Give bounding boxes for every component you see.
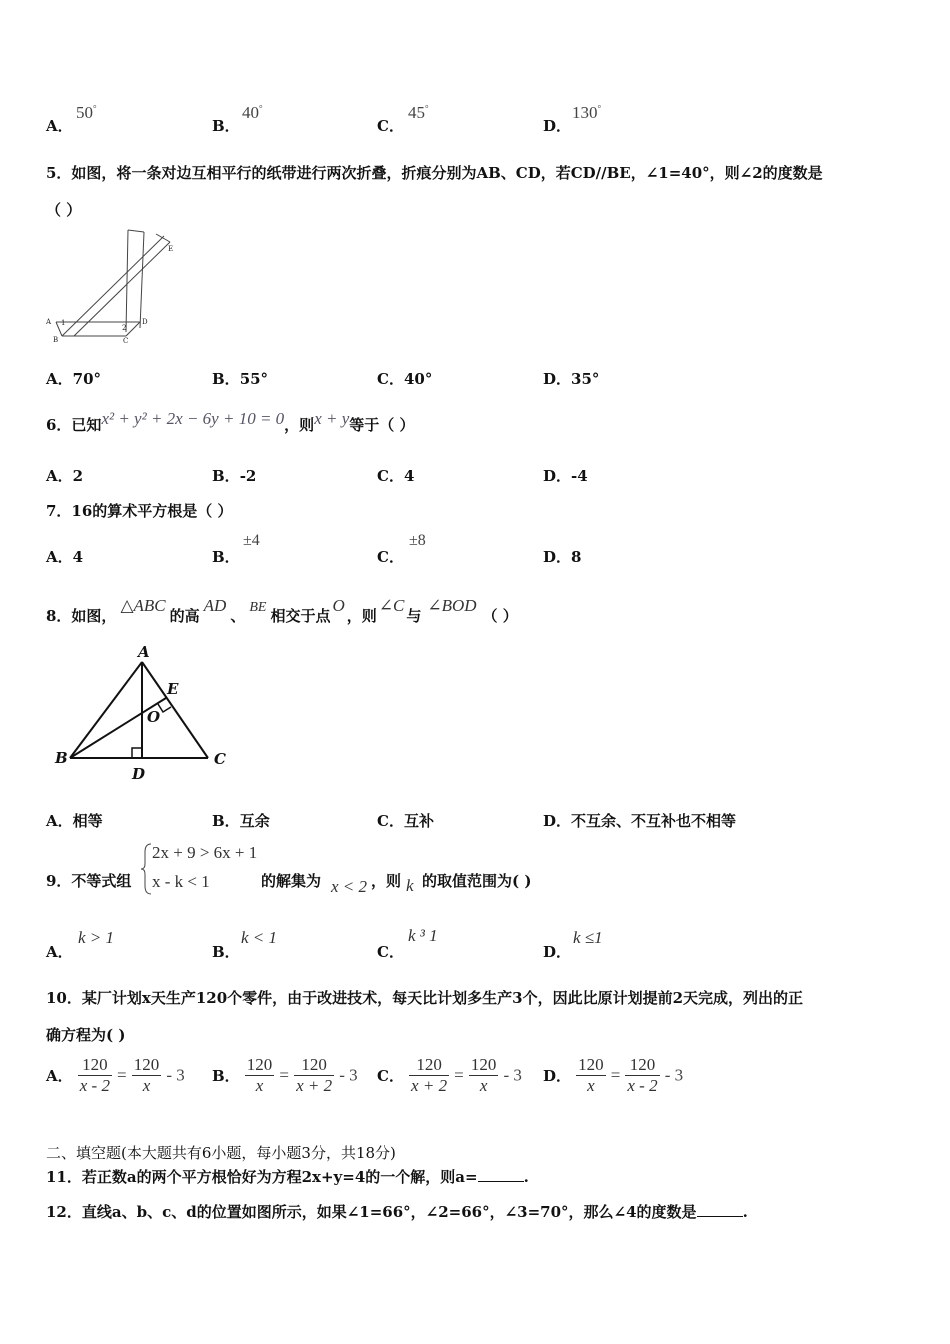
q9-suffix: 的取值范围为( )	[422, 872, 532, 890]
q5-label-d: D	[142, 318, 148, 326]
q9-option-d-letter: D．	[543, 943, 572, 961]
q5-strip-top	[128, 230, 144, 232]
q8-label-o: O	[147, 708, 161, 726]
q6-option-b: B．-2	[212, 467, 257, 485]
q10-option-c: C． $\frac{120}{x + 2}$ = $\frac{120}{x}$ - 3	[377, 1055, 522, 1095]
q5-label-b: B	[53, 336, 59, 344]
q10-stem-line2: 确方程为( )	[46, 1026, 126, 1044]
q9-system-line1: 2x + 9 > 6x + 1	[152, 843, 258, 862]
q9-prefix: 9．不等式组	[46, 872, 132, 890]
q12-answer-blank	[697, 1204, 743, 1217]
q6-option-c: C．4	[377, 467, 415, 485]
q4-option-d-value: 130°	[572, 103, 602, 122]
q5-strip-top-2	[156, 234, 170, 242]
q8-side-ab	[70, 662, 142, 758]
q9-mid-text: 的解集为	[261, 872, 322, 890]
q8-angle-bod: ∠BOD	[427, 596, 477, 615]
q9-option-a-value: k > 1	[78, 928, 115, 947]
q9-mid2-text: ，则	[371, 872, 402, 890]
q4-option-b-letter: B．	[212, 117, 240, 135]
q8-label-d: D	[132, 765, 146, 783]
q8-point-o: O	[332, 596, 345, 615]
q10-stem-line1: 10．某厂计划x天生产120个零件，由于改进技术，每天比计划多生产3个，因此比原计划提前2天完成，列出的正	[46, 989, 804, 1007]
q4-option-a-letter: A．	[46, 117, 73, 135]
q5-figure	[44, 228, 184, 348]
q8-option-b: B．互余	[212, 812, 270, 830]
q5-label-e: E	[168, 245, 174, 253]
q5-fold-line-cd	[126, 322, 140, 336]
q10-option-d: D． $\frac{120}{x}$ = $\frac{120}{x - 2}$ - 3	[543, 1055, 684, 1095]
q9-solution: x < 2	[331, 877, 368, 896]
q6-equation: x² + y² + 2x − 6y + 10 = 0	[101, 409, 285, 428]
q6-option-a: A．2	[46, 467, 84, 485]
q4-option-a-value: 50°	[76, 103, 97, 122]
q4-option-b-value: 40°	[242, 103, 263, 122]
q11-stem: 11．若正数a的两个平方根恰好为方程2x+y=4的一个解，则a= .	[46, 1168, 529, 1186]
q6-stem: 6．已知x² + y² + 2x − 6y + 10 = 0，则x + y等于（ ）	[46, 409, 415, 434]
q8-altitude-be: BE	[249, 600, 267, 615]
q5-strip-edge-4	[140, 232, 144, 328]
q7-option-a: A．4	[46, 548, 84, 566]
q7-option-c-value: ±8	[409, 532, 426, 549]
q10-option-a: A． $\frac{120}{x - 2}$ = $\frac{120}{x}$ - 3	[46, 1055, 185, 1095]
q6-expression: x + y	[314, 409, 350, 428]
q6-option-d: D．-4	[543, 467, 588, 485]
q5-option-d: D．35°	[543, 370, 600, 388]
q9-option-c-letter: C．	[377, 943, 404, 961]
q5-option-b: B．55°	[212, 370, 269, 388]
q8-option-d: D．不互余、不互补也不相等	[543, 812, 737, 830]
q5-stem-line2: （ ）	[46, 201, 82, 219]
q9-option-c-value: k ³ 1	[408, 926, 438, 945]
q4-option-c-letter: C．	[377, 117, 404, 135]
q8-altitude-ad: AD	[203, 596, 227, 615]
q8-label-b: B	[55, 749, 68, 767]
q5-label-1: 1	[61, 319, 66, 327]
q12-stem: 12．直线a、b、c、d的位置如图所示，如果∠1=66°，∠2=66°，∠3=70°，那么∠4的度数是 .	[46, 1203, 748, 1221]
q11-answer-blank	[478, 1169, 524, 1182]
q8-angle-c: ∠C	[378, 596, 405, 615]
q9-k: k	[406, 876, 414, 895]
q8-label-c: C	[214, 750, 226, 768]
q8-right-angle-d	[132, 748, 142, 758]
q10-option-b: B． $\frac{120}{x}$ = $\frac{120}{x + 2}$ - 3	[212, 1055, 358, 1095]
q5-strip-edge-1	[62, 236, 164, 336]
q8-option-a: A．相等	[46, 812, 103, 830]
q8-triangle: △ABC	[120, 596, 166, 615]
q9-option-b-letter: B．	[212, 943, 240, 961]
q7-option-b-value: ±4	[243, 532, 260, 549]
q8-option-c: C．互补	[377, 812, 434, 830]
q8-altitude-be-line	[70, 698, 166, 758]
q5-stem-line1: 5．如图，将一条对边互相平行的纸带进行两次折叠，折痕分别为AB、CD，若CD//BE，∠1=40°，则∠2的度数是	[46, 164, 823, 182]
q5-strip-edge-3	[126, 230, 128, 332]
q8-label-a: A	[138, 643, 150, 661]
q5-label-c: C	[123, 337, 129, 345]
q7-option-b-letter: B．	[212, 548, 240, 566]
q5-option-c: C．40°	[377, 370, 433, 388]
q9-option-a-letter: A．	[46, 943, 73, 961]
q7-option-c-letter: C．	[377, 548, 404, 566]
q7-stem: 7．16的算术平方根是（ ）	[46, 502, 233, 520]
q9-option-d-value: k ≤1	[573, 928, 603, 947]
q5-label-2: 2	[122, 324, 127, 332]
q8-label-e: E	[167, 680, 179, 698]
q7-option-d: D．8	[543, 548, 582, 566]
q5-label-a: A	[46, 318, 52, 326]
q9-system-line2: x - k < 1	[152, 872, 210, 891]
q8-figure	[50, 640, 240, 785]
section-2-title: 二、填空题(本大题共有6小题，每小题3分，共18分)	[46, 1144, 396, 1162]
q4-option-d-letter: D．	[543, 117, 572, 135]
q4-option-c-value: 45°	[408, 103, 429, 122]
q5-option-a: A．70°	[46, 370, 102, 388]
q9-option-b-value: k < 1	[241, 928, 278, 947]
q8-stem: 8．如图，△ABC的高AD、 BE 相交于点O，则∠C与∠BOD（ ）	[46, 596, 518, 625]
